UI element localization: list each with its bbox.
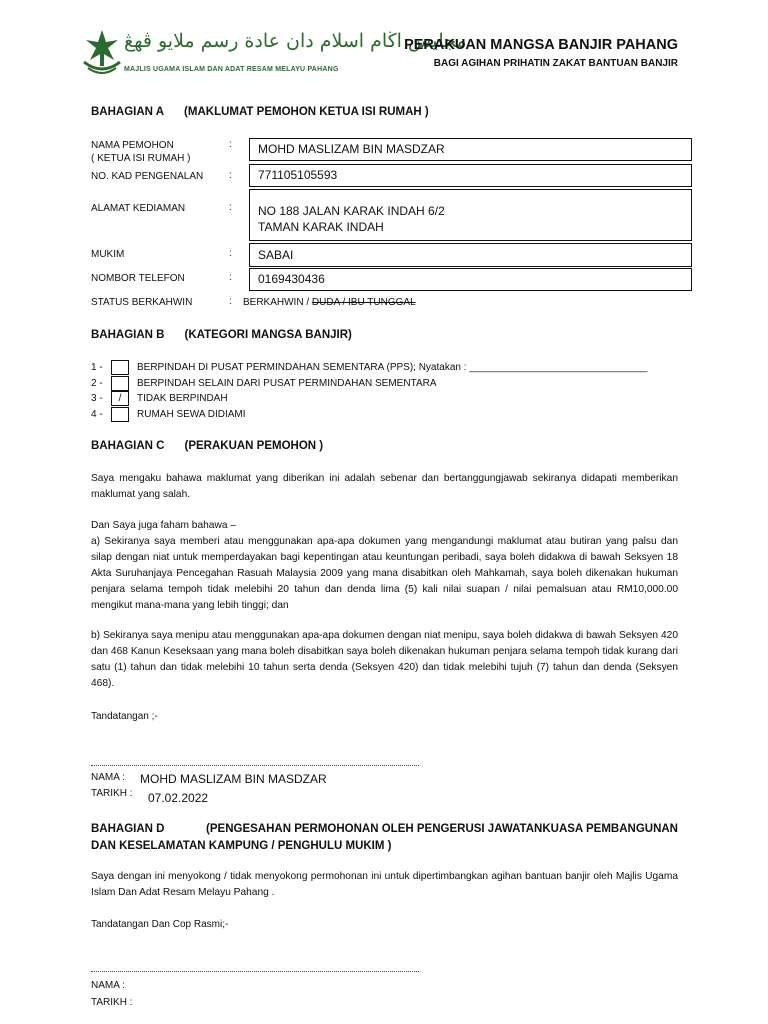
declaration-paragraph-1 xyxy=(91,471,678,503)
option-number: 2 - xyxy=(91,377,103,389)
logo-arabic-text: مجليس اڬام اسلام دان عادة رسم ملايو ڤهڠ xyxy=(124,30,467,52)
nama-field[interactable] xyxy=(249,138,692,161)
section-b-title: (KATEGORI MANGSA BANJIR) xyxy=(184,329,352,341)
mukim-value: SABAI xyxy=(258,248,294,262)
official-tarikh-label: TARIKH : xyxy=(91,997,133,1008)
section-c-code: BAHAGIAN C xyxy=(91,440,165,452)
official-nama-label: NAMA : xyxy=(91,980,125,991)
colon: : xyxy=(229,272,232,283)
alamat-field[interactable] xyxy=(249,189,692,241)
section-d-title-line1: (PENGESAHAN PERMOHONAN OLEH PENGERUSI JAWATANKUASA PEMBANGUNAN xyxy=(206,823,678,835)
alamat-line2: TAMAN KARAK INDAH xyxy=(258,220,384,234)
declaration-intro: Dan Saya juga faham bahawa – xyxy=(91,520,236,531)
nama-label-line2: ( KETUA ISI RUMAH ) xyxy=(91,153,191,164)
category-option-1[interactable] xyxy=(91,359,647,375)
declaration-clause-a: a) Sekiranya saya memberi atau menggunakan apa-apa dokumen yang mengandungi maklumat atau butiran yang palsu dan silap dengan niat untuk memperdayakan bagi kepentingan atau keuntungan peribadi, saya boleh didakwa di bawah Seksyen 18 Akta Suruhanjaya Pencegahan Rasuah Malaysia 2009 yang mana disabitkan oleh Mahkamah, saya boleh dikenakan hukuman penjara selama tempoh tidak melebihi 20 tahun dan denda lima (5) kali nilai suapan / nilai pemalsuan atau RM10,000.00 mengikut mana-mana yang lebih tinggi; dan xyxy=(91,536,678,611)
declaration-paragraph-3 xyxy=(91,628,678,692)
section-a-title: (MAKLUMAT PEMOHON KETUA ISI RUMAH ) xyxy=(184,106,429,118)
colon: : xyxy=(229,296,232,307)
status-struck: DUDA / IBU TUNGGAL xyxy=(311,297,416,308)
colon: : xyxy=(229,139,232,150)
section-b-heading xyxy=(91,329,352,341)
section-c-title: (PERAKUAN PEMOHON ) xyxy=(184,440,324,452)
section-b-code: BAHAGIAN B xyxy=(91,329,165,341)
declaration-paragraph-2 xyxy=(91,518,678,614)
status-value[interactable] xyxy=(243,296,416,309)
option-label: BERPINDAH DI PUSAT PERMINDAHAN SEMENTARA (PPS); Nyatakan : ________________________________ xyxy=(137,361,648,373)
status-label: STATUS BERKAHWIN xyxy=(91,297,193,308)
endorsement-paragraph xyxy=(91,869,678,901)
nama-sign-label: NAMA : xyxy=(91,772,125,783)
ic-field[interactable] xyxy=(249,164,692,187)
section-d-code: BAHAGIAN D xyxy=(91,823,165,835)
majlis-emblem-icon xyxy=(80,26,124,78)
option-checkbox[interactable]: / xyxy=(111,391,129,406)
section-d-title-line2: DAN KESELAMATAN KAMPUNG / PENGHULU MUKIM ) xyxy=(91,840,392,852)
nama-sign-value: MOHD MASLIZAM BIN MASDZAR xyxy=(140,772,327,786)
section-d-line1 xyxy=(91,821,678,838)
telefon-label: NOMBOR TELEFON xyxy=(91,273,185,284)
declaration-text: Saya mengaku bahawa maklumat yang diberikan ini adalah sebenar dan bertanggungjawab sekiranya didapati memberikan maklumat yang salah. xyxy=(91,473,678,500)
nama-label xyxy=(91,139,190,165)
section-d-heading xyxy=(91,821,678,855)
page-subtitle: BAGI AGIHAN PRIHATIN ZAKAT BANTUAN BANJIR xyxy=(433,58,678,69)
telefon-field[interactable] xyxy=(249,268,692,291)
category-option-2[interactable] xyxy=(91,375,437,391)
option-label: RUMAH SEWA DIDIAMI xyxy=(137,408,246,420)
colon: : xyxy=(229,202,232,213)
option-checkbox[interactable] xyxy=(111,376,129,391)
option-number: 4 - xyxy=(91,408,103,420)
section-c-heading xyxy=(91,440,323,452)
logo-org-name: MAJLIS UGAMA ISLAM DAN ADAT RESAM MELAYU PAHANG xyxy=(124,66,339,73)
category-option-3[interactable] xyxy=(91,390,228,406)
mukim-label: MUKIM xyxy=(91,249,125,260)
ic-value: 771105105593 xyxy=(258,168,338,182)
option-checkbox[interactable] xyxy=(111,360,129,375)
signature-label: Tandatangan ;- xyxy=(91,711,158,722)
option-number: 1 - xyxy=(91,361,103,373)
official-signature-label: Tandatangan Dan Cop Rasmi;- xyxy=(91,919,229,930)
endorsement-text: Saya dengan ini menyokong / tidak menyokong permohonan ini untuk dipertimbangkan agihan bantuan banjir oleh Majlis Ugama Islam Dan Adat Resam Melayu Pahang . xyxy=(91,871,678,898)
page-title: PERAKUAN MANGSA BANJIR PAHANG xyxy=(404,37,678,53)
ic-label: NO. KAD PENGENALAN xyxy=(91,171,204,182)
alamat-line1: NO 188 JALAN KARAK INDAH 6/2 xyxy=(258,204,445,218)
tarikh-sign-value: 07.02.2022 xyxy=(148,791,209,805)
option-label: TIDAK BERPINDAH xyxy=(137,392,228,404)
category-option-4[interactable] xyxy=(91,406,246,422)
section-a-heading xyxy=(91,106,429,118)
colon: : xyxy=(229,170,232,181)
tarikh-sign-label: TARIKH : xyxy=(91,788,133,799)
mukim-field[interactable] xyxy=(249,243,692,267)
colon: : xyxy=(229,248,232,259)
section-a-code: BAHAGIAN A xyxy=(91,106,165,118)
option-checkbox[interactable] xyxy=(111,407,129,422)
alamat-label: ALAMAT KEDIAMAN xyxy=(91,203,186,214)
telefon-value: 0169430436 xyxy=(258,272,325,286)
declaration-clause-b: b) Sekiranya saya menipu atau menggunakan apa-apa dokumen dengan niat menipu, saya boleh didakwa di bawah Seksyen 420 dan 468 Kanun Keseksaan yang mana boleh disabitkan saya boleh dikenakan hukuman penjara selama tempoh tidak kurang dari satu (1) tahun dan tidak melebihi 10 tahun serta denda (Seksyen 420) dan tidak melebihi tujuh (7) tahun dan denda (Seksyen 468). xyxy=(91,630,678,689)
signature-line[interactable] xyxy=(91,765,419,766)
option-number: 3 - xyxy=(91,392,103,404)
official-signature-line[interactable] xyxy=(91,971,419,972)
nama-value: MOHD MASLIZAM BIN MASDZAR xyxy=(258,142,445,156)
nama-label-line1: NAMA PEMOHON xyxy=(91,140,174,151)
option-label: BERPINDAH SELAIN DARI PUSAT PERMINDAHAN SEMENTARA xyxy=(137,377,437,389)
status-selected: BERKAHWIN / xyxy=(243,297,310,308)
